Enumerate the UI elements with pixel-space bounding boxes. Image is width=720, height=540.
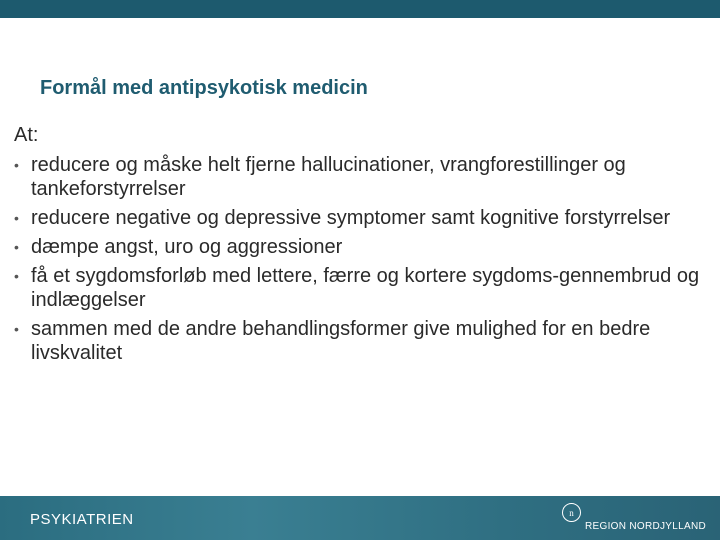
bullet-dot-icon: • (14, 210, 19, 226)
bullet-dot-icon: • (14, 239, 19, 255)
bullet-dot-icon: • (14, 157, 19, 173)
bullet-text: sammen med de andre behandlingsformer give mulighed for en bedre livskvalitet (31, 318, 651, 364)
bullet-item (14, 153, 714, 201)
slide-title: Formål med antipsykotisk medicin (40, 77, 368, 99)
footer-bar (0, 496, 720, 540)
bullet-text: reducere negative og depressive symptomer samt kognitive forstyrrelser (31, 207, 671, 229)
bullet-dot-icon: • (14, 268, 19, 284)
bullet-item (14, 235, 714, 259)
bullet-item (14, 264, 714, 312)
bullet-list (14, 153, 714, 365)
bullet-text: få et sygdomsforløb med lettere, færre og kortere sygdoms-gennembrud og indlæggelser (31, 265, 700, 311)
intro-text: At: (14, 124, 39, 146)
bullet-dot-icon: • (14, 321, 19, 337)
region-nordjylland-logo (562, 502, 706, 532)
bullet-item (14, 317, 714, 365)
region-name: REGION NORDJYLLAND (585, 521, 706, 532)
psykiatrien-logo: PSYKIATRIEN (30, 511, 134, 528)
bullet-text: reducere og måske helt fjerne hallucinationer, vrangforestillinger og tankeforstyrrelser (31, 154, 626, 200)
bullet-item (14, 206, 714, 230)
bullet-text: dæmpe angst, uro og aggressioner (31, 236, 343, 258)
slide-body (14, 121, 714, 370)
top-bar (0, 0, 720, 18)
region-emblem-icon: n (562, 503, 581, 522)
